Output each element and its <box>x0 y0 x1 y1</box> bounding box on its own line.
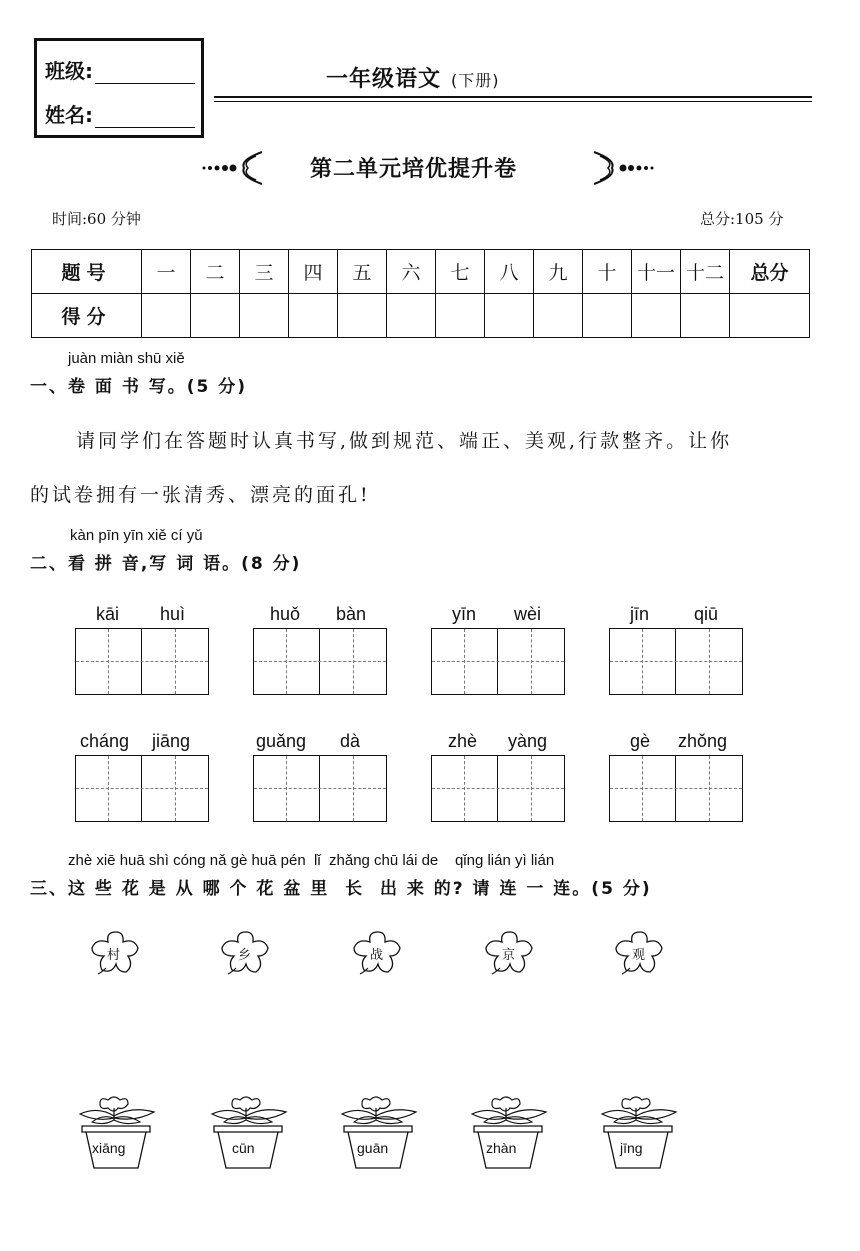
total-header: 总分 <box>730 250 810 294</box>
writing-grid[interactable] <box>609 755 743 822</box>
question-number-header: 题号 <box>32 250 142 294</box>
score-row-header: 得分 <box>32 294 142 338</box>
q1-pinyin: juàn miàn shū xiě <box>68 350 185 367</box>
word-pinyin: dà <box>340 731 361 751</box>
word-pinyin: bàn <box>336 604 367 624</box>
col-2: 二 <box>191 250 240 294</box>
flower-pot-icon[interactable] <box>74 1094 160 1174</box>
word-pinyin: zhǒng <box>678 731 728 751</box>
class-field[interactable] <box>45 55 195 84</box>
grade-subject: 一年级语文 <box>326 67 442 92</box>
volume-label: (下册) <box>451 71 500 90</box>
pot-pinyin: zhàn <box>486 1140 517 1156</box>
col-7: 七 <box>436 250 485 294</box>
flower-character: 乡 <box>238 948 252 963</box>
flower-pot-icon[interactable] <box>336 1094 422 1174</box>
word-pinyin: yàng <box>508 731 548 751</box>
q2-pinyin: kàn pīn yīn xiě cí yǔ <box>70 527 203 544</box>
score-cell[interactable] <box>583 294 632 338</box>
score-cell[interactable] <box>191 294 240 338</box>
score-cell[interactable] <box>436 294 485 338</box>
pot-pinyin: guān <box>357 1140 389 1156</box>
q1-title: 一、卷 面 书 写。(5 分) <box>30 377 248 397</box>
flower-pot-icon[interactable] <box>466 1094 552 1174</box>
document-title <box>326 62 500 93</box>
col-9: 九 <box>534 250 583 294</box>
word-pinyin: zhè <box>448 731 478 751</box>
col-11: 十一 <box>632 250 681 294</box>
score-cell[interactable] <box>240 294 289 338</box>
flower-character: 村 <box>107 948 121 963</box>
table-header-row <box>32 250 810 294</box>
col-12: 十二 <box>681 250 730 294</box>
writing-grid[interactable] <box>253 755 387 822</box>
score-table <box>31 249 810 338</box>
writing-grid[interactable] <box>253 628 387 695</box>
total-score-cell[interactable] <box>730 294 810 338</box>
word-pinyin: guǎng <box>256 731 307 751</box>
score-cell[interactable] <box>485 294 534 338</box>
name-field[interactable] <box>45 99 195 128</box>
q1-instruction-line1: 请同学们在答题时认真书写,做到规范、端正、美观,行款整齐。让你 <box>76 430 733 452</box>
flower-character: 观 <box>632 948 646 963</box>
score-cell[interactable] <box>681 294 730 338</box>
word-pinyin: jīn <box>630 604 650 624</box>
writing-grid[interactable] <box>609 628 743 695</box>
pot-pinyin: cūn <box>232 1140 255 1156</box>
title-rule <box>214 101 812 102</box>
col-3: 三 <box>240 250 289 294</box>
word-pinyin: jiāng <box>152 731 191 751</box>
word-pinyin: yīn <box>452 604 477 624</box>
score-cell[interactable] <box>289 294 338 338</box>
student-info-box <box>34 38 204 138</box>
writing-grid[interactable] <box>75 755 209 822</box>
title-rule <box>214 96 812 98</box>
writing-grid[interactable] <box>431 628 565 695</box>
score-cell[interactable] <box>632 294 681 338</box>
flower-pot-icon[interactable] <box>206 1094 292 1174</box>
col-6: 六 <box>387 250 436 294</box>
total-score: 总分:105 分 <box>700 210 784 228</box>
col-5: 五 <box>338 250 387 294</box>
word-pinyin: kāi <box>96 604 120 624</box>
score-cell[interactable] <box>338 294 387 338</box>
left-swirl-icon <box>200 148 270 188</box>
flower-character: 战 <box>370 948 384 963</box>
table-score-row <box>32 294 810 338</box>
score-cell[interactable] <box>142 294 191 338</box>
flower-pot-icon[interactable] <box>596 1094 682 1174</box>
flower-character: 京 <box>502 948 516 963</box>
pot-pinyin: jīng <box>620 1140 643 1156</box>
pot-pinyin: xiāng <box>92 1140 126 1156</box>
word-pinyin: gè <box>630 731 651 751</box>
q1-instruction-line2: 的试卷拥有一张清秀、漂亮的面孔! <box>30 484 371 506</box>
q3-pinyin: zhè xiē huā shì cóng nǎ gè huā pén lǐ zhǎng chū lái de qǐng lián yì lián <box>68 852 555 869</box>
col-4: 四 <box>289 250 338 294</box>
word-pinyin: cháng <box>80 731 130 751</box>
col-1: 一 <box>142 250 191 294</box>
writing-grid[interactable] <box>75 628 209 695</box>
col-10: 十 <box>583 250 632 294</box>
word-pinyin: wèi <box>514 604 542 624</box>
right-swirl-icon <box>586 148 656 188</box>
col-8: 八 <box>485 250 534 294</box>
score-cell[interactable] <box>534 294 583 338</box>
name-label: 姓名: <box>45 103 93 127</box>
class-label: 班级: <box>45 59 93 83</box>
time-limit: 时间:60 分钟 <box>52 210 141 228</box>
word-pinyin: huì <box>160 604 186 624</box>
q2-title: 二、看 拼 音,写 词 语。(8 分) <box>30 554 302 574</box>
paper-subtitle: 第二单元培优提升卷 <box>310 157 518 182</box>
writing-grid[interactable] <box>431 755 565 822</box>
word-pinyin: qiū <box>694 604 719 624</box>
word-pinyin: huǒ <box>270 604 301 624</box>
q3-title: 三、这 些 花 是 从 哪 个 花 盆 里 长 出 来 的? 请 连 一 连。(5 分) <box>30 879 652 899</box>
score-cell[interactable] <box>387 294 436 338</box>
